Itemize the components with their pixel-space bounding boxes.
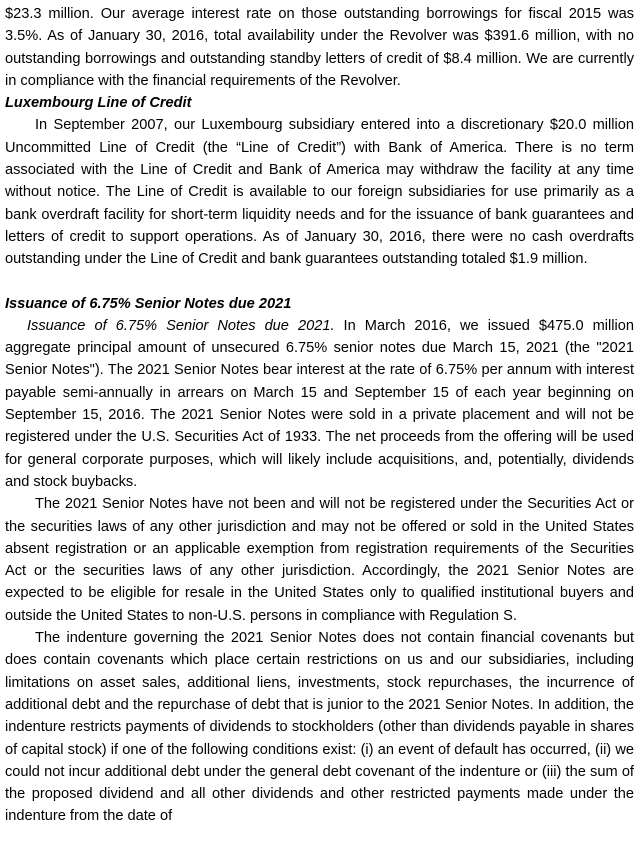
paragraph-senior-notes-indenture: The indenture governing the 2021 Senior Notes does not contain financial covenants but does contain covenants which place certain restrictions on us and our subsidiaries, including limitations on asset sales, additional liens, investments, stock repurchases, the incurrence of additional debt and the repurchase of debt that is junior to the 2021 Senior Notes. In addition, the indenture restricts payments of dividends to stockholders (other than dividends payable in shares of capital stock) if one of the following conditions exist: (i) an event of default has occurred, (ii) we could not incur additional debt under the general debt covenant of the indenture or (iii) the sum of the proposed dividend and all other dividends and other restricted payments made under the indenture from the date of <box>5 630 634 825</box>
heading-senior-notes: Issuance of 6.75% Senior Notes due 2021 <box>5 295 292 312</box>
section-spacer <box>5 271 634 293</box>
run-in-heading: Issuance of 6.75% Senior Notes due 2021. <box>27 317 335 334</box>
paragraph-luxembourg-line-of-credit: In September 2007, our Luxembourg subsidiary entered into a discretionary $20.0 million Uncommitted Line of Credit (the “Line of Credit”) with Bank of America. There is no term associated with the Line of Credit and Bank of America may withdraw the facility at any time without notice. The Line of Credit is available to our foreign subsidiaries for use primarily as a bank overdraft facility for short-term liquidity needs and for the issuance of bank guarantees and letters of credit to support operations. As of January 30, 2016, there were no cash overdrafts outstanding under the Line of Credit and bank guarantees outstanding totaled $1.9 million. <box>5 117 634 268</box>
paragraph-senior-notes-registration: The 2021 Senior Notes have not been and will not be registered under the Securities Act or the securities laws of any other jurisdiction and may not be offered or sold in the United States absent registration or an applicable exemption from registration requirements of the Securities Act or the securities laws of any other jurisdiction. Accordingly, the 2021 Senior Notes are expected to be eligible for resale in the United States only to qualified institutional buyers and outside the United States to non-U.S. persons in compliance with Regulation S. <box>5 496 634 624</box>
paragraph-senior-notes-issuance-body: In March 2016, we issued $475.0 million aggregate principal amount of unsecured 6.75% senior notes due March 15, 2021 (the "2021 Senior Notes"). The 2021 Senior Notes bear interest at the rate of 6.75% per annum with interest payable semi-annually in arrears on March 15 and September 15 of each year beginning on September 15, 2016. The 2021 Senior Notes were sold in a private placement and will not be registered under the U.S. Securities Act of 1933. The net proceeds from the offering will be used for general corporate purposes, which will likely include acquisitions, and, potentially, dividends and stock buybacks. <box>5 317 634 490</box>
paragraph-senior-notes-issuance <box>5 315 634 493</box>
heading-luxembourg-line-of-credit: Luxembourg Line of Credit <box>5 95 192 112</box>
paragraph-revolver-tail: $23.3 million. Our average interest rate on those outstanding borrowings for fiscal 2015 was 3.5%. As of January 30, 2016, total availability under the Revolver was $391.6 million, with no outstanding borrowings and outstanding standby letters of credit of $8.4 million. We are currently in compliance with the financial requirements of the Revolver. <box>5 6 634 89</box>
